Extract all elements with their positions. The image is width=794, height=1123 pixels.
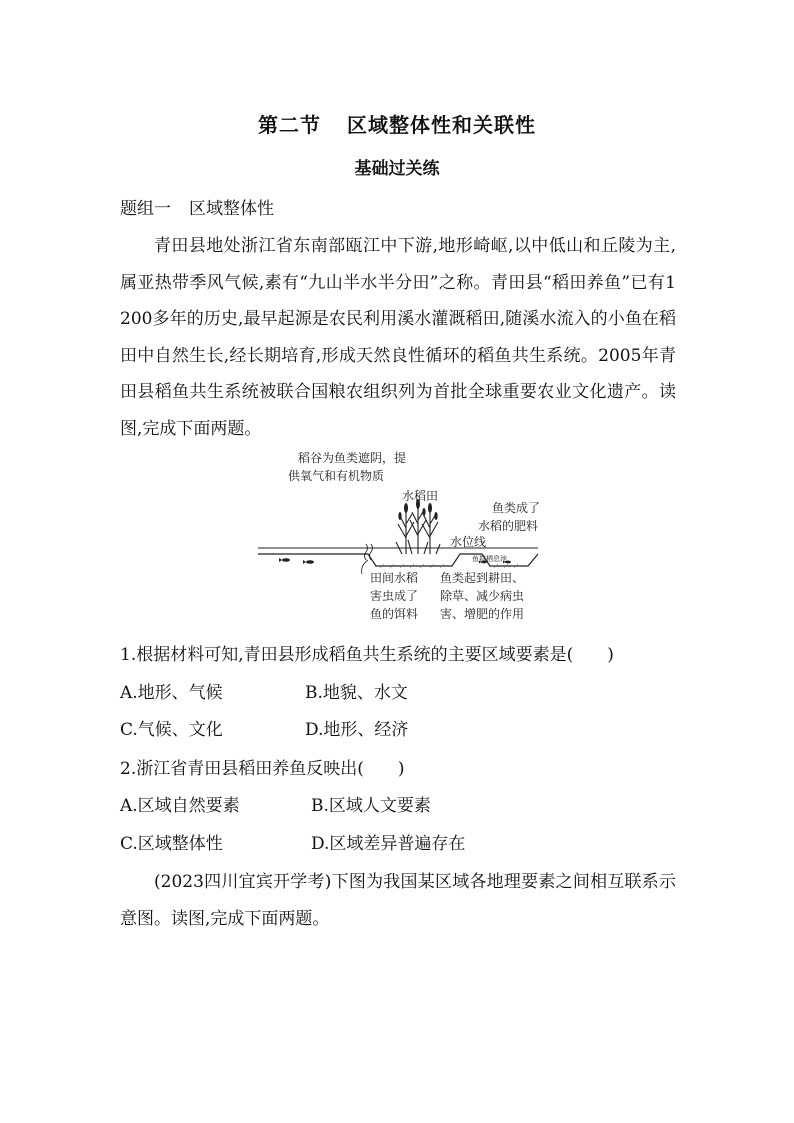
label-fish-role-3: 害、增肥的作用 <box>440 607 525 621</box>
rice-plant-icon <box>396 508 440 554</box>
q2-option-a[interactable]: A.区域自然要素 <box>120 796 240 816</box>
q2-option-d[interactable]: D.区域差异普遍存在 <box>311 834 466 854</box>
q2-option-c[interactable]: C.区域整体性 <box>120 834 223 854</box>
label-fish-pond: 鱼群栖息池 <box>472 555 507 563</box>
q1-option-c[interactable]: C.气候、文化 <box>120 720 223 740</box>
section-number: 第二节 <box>258 113 321 137</box>
q2-option-b[interactable]: B.区域人文要素 <box>311 796 431 816</box>
label-shade-2: 供氧气和有机物质 <box>288 469 385 483</box>
label-fertilizer-1: 鱼类成了 <box>492 501 541 515</box>
label-pest-2: 害虫成了 <box>370 589 419 603</box>
reading-passage-1: 青田县地处浙江省东南部瓯江中下游,地形崎岖,以中低山和丘陵为主,属亚热带季风气候,素有“九山半水半分田”之称。青田县“稻田养鱼”已有1 200多年的历史,最早起源是农民利用溪水灌溉稻田,随溪水流入的小鱼在稻田中自然生长,经长期培育,形成天然良性循环的稻鱼共生系统。2005年青田县稻鱼共生系统被联合国粮农组织列为首批全球重要农业文化遗产。读图,完成下面两题。 <box>120 236 676 439</box>
label-pest-1: 田间水稻 <box>370 571 419 585</box>
label-shade-1: 稻谷为鱼类遮阴，提 <box>298 451 407 465</box>
rice-fish-diagram <box>256 450 546 630</box>
group-title: 区域整体性 <box>189 199 274 219</box>
label-rice-field: 水稻田 <box>402 489 439 503</box>
q1-option-a[interactable]: A.地形、气候 <box>120 683 223 703</box>
question-2-stem: 2.浙江省青田县稻田养鱼反映出( ) <box>120 759 405 779</box>
question-1-stem: 1.根据材料可知,青田县形成稻鱼共生系统的主要区域要素是( ) <box>120 645 614 665</box>
label-fish-role-2: 除草、减少病虫 <box>440 589 525 603</box>
label-pest-3: 鱼的饵料 <box>370 607 419 621</box>
q1-option-d[interactable]: D.地形、经济 <box>305 720 409 740</box>
reading-passage-2: (2023四川宜宾开学考)下图为我国某区域各地理要素之间相互联系示意图。读图,完成下面两题。 <box>120 872 676 929</box>
section-title <box>0 109 794 138</box>
q1-option-b[interactable]: B.地貌、水文 <box>305 683 408 703</box>
label-fertilizer-2: 水稻的肥料 <box>478 519 539 533</box>
section-name: 区域整体性和关联性 <box>347 113 536 137</box>
label-fish-role-1: 鱼类起到耕田、 <box>440 571 525 585</box>
group-label: 题组一 <box>120 199 171 219</box>
label-water-line: 水位线 <box>450 535 487 549</box>
question-group-heading <box>120 194 274 219</box>
exercise-heading: 基础过关练 <box>354 159 440 179</box>
